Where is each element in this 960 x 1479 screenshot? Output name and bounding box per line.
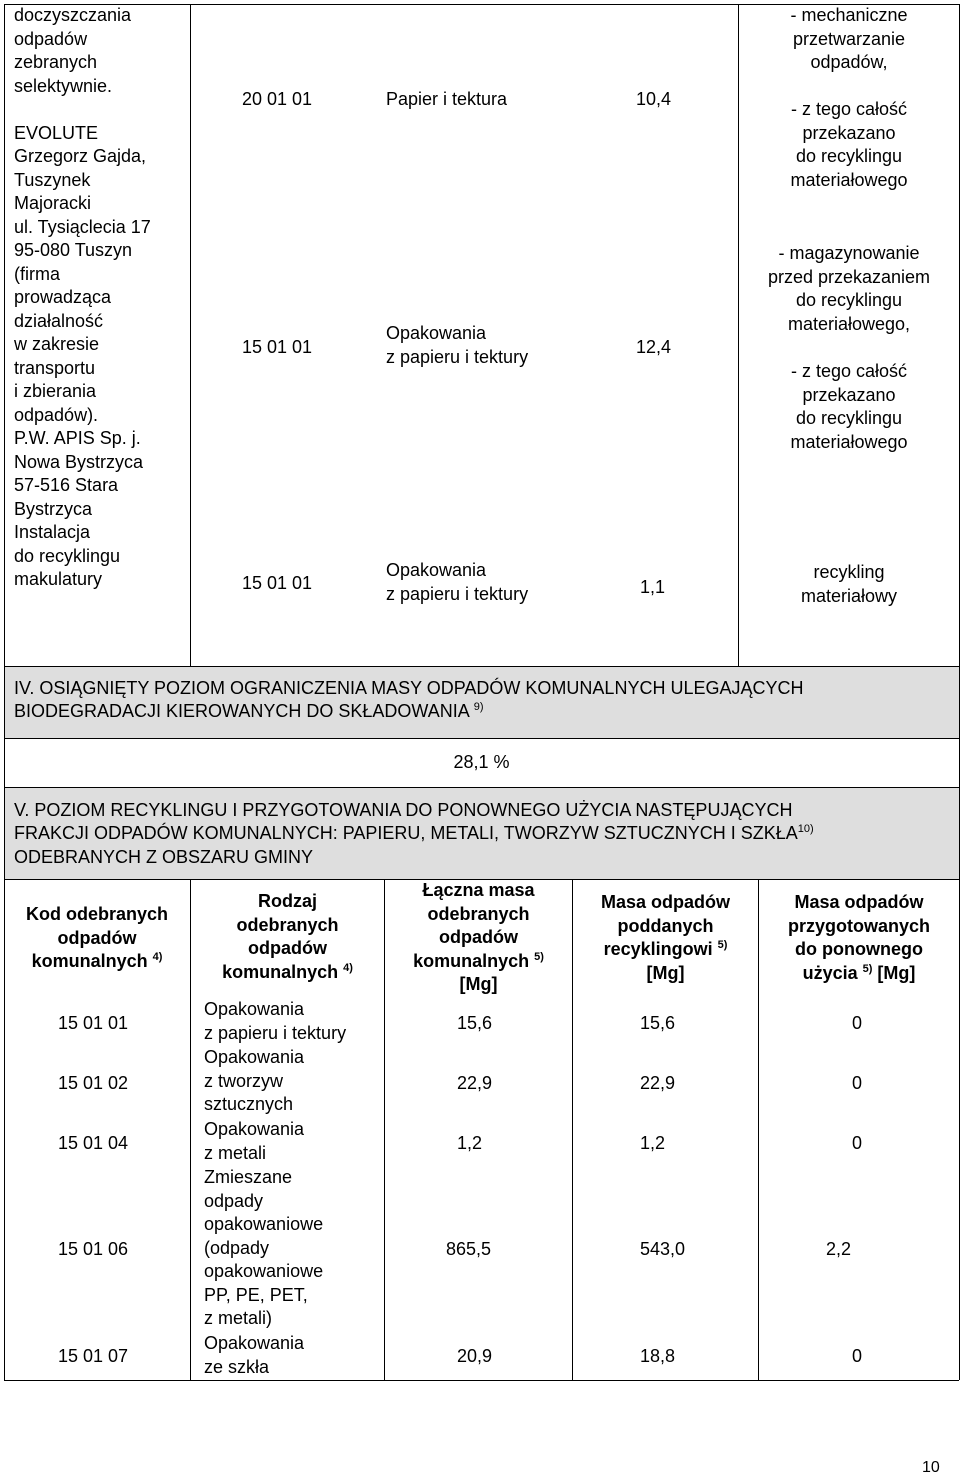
header-reuse-text: Masa odpadów przygotowanych do ponownego użycia [787, 892, 930, 983]
header-reuse-unit: [Mg] [877, 962, 916, 983]
upper-row-2-type: Opakowania z papieru i tektury [386, 323, 529, 367]
row-5-total: 20,9 [457, 1346, 493, 1366]
upper-row-2-mass: 12,4 [636, 337, 672, 357]
row-2-total: 22,9 [457, 1073, 493, 1093]
header-recycled-text: Masa odpadów poddanych recyklingowi [600, 892, 730, 959]
table-border-bottom [4, 1380, 959, 1381]
upper-row-1-mass: 10,4 [636, 89, 672, 109]
row-4-code: 15 01 06 [58, 1239, 129, 1259]
header-type-text: Rodzaj odebranych odpadów komunalnych [222, 891, 339, 982]
row-3-recycled: 1,2 [640, 1133, 666, 1153]
upper-row-1-code: 20 01 01 [242, 89, 313, 109]
row-5-code: 15 01 07 [58, 1346, 129, 1366]
method-3: - magazynowanie przed przekazaniem do recyklingu materiałowego, [767, 243, 931, 334]
section-v-title-line3: ODEBRANYCH Z OBSZARU GMINY [14, 847, 314, 867]
header-recycled-unit: [Mg] [646, 962, 685, 983]
header-type [191, 890, 384, 984]
section-iv-footnote: 9) [473, 701, 484, 713]
header-reuse-mass [759, 891, 959, 985]
row-2-reuse: 0 [852, 1073, 863, 1093]
header-code-footnote: 4) [152, 951, 163, 963]
upper-row-1-type: Papier i tektura [386, 89, 508, 109]
row-3-total: 1,2 [457, 1133, 483, 1153]
header-reuse-footnote: 5) [862, 962, 873, 975]
row-4-recycled: 543,0 [640, 1239, 686, 1259]
upper-divider-1 [190, 4, 191, 666]
upper-left-cell: doczyszczania odpadów zebranych selektywnie. EVOLUTE Grzegorz Gajda, Tuszynek Majoracki ul. Tysiąclecia 17 95-080 Tuszyn (firma prowadząca działalność w zakresie transportu i zbierania odpadów). P.W. APIS Sp. j. Nowa Bystrzyca 57-516 Stara Bystrzyca Instalacja do recyklingu makulatury [14, 5, 151, 589]
upper-row-3-mass: 1,1 [640, 577, 666, 597]
row-1-type: Opakowania z papieru i tektury [204, 999, 347, 1043]
header-total-unit: [Mg] [459, 974, 498, 994]
section-iv-band-bottom [4, 738, 959, 739]
header-recycled-footnote: 5) [717, 939, 728, 951]
row-1-total: 15,6 [457, 1013, 493, 1033]
row-3-code: 15 01 04 [58, 1133, 129, 1153]
section-v-footnote: 10) [797, 823, 814, 835]
upper-row-3-code: 15 01 01 [242, 573, 313, 593]
header-code [4, 903, 190, 974]
row-5-reuse: 0 [852, 1346, 863, 1366]
section-iv-title-line1: IV. OSIĄGNIĘTY POZIOM OGRANICZENIA MASY ODPADÓW KOMUNALNYCH ULEGAJĄCYCH [14, 678, 804, 698]
header-code-text: Kod odebranych odpadów komunalnych [25, 904, 168, 971]
method-2: - z tego całość przekazano do recyklingu materiałowego [790, 99, 908, 190]
row-5-recycled: 18,8 [640, 1346, 676, 1366]
row-1-code: 15 01 01 [58, 1013, 129, 1033]
page-number: 10 [922, 1459, 940, 1476]
header-total-mass [385, 879, 572, 997]
row-4-reuse: 2,2 [826, 1239, 852, 1259]
header-type-footnote: 4) [343, 961, 353, 974]
section-iv-title-text: BIODEGRADACJI KIEROWANYCH DO SKŁADOWANIA [14, 701, 469, 721]
header-total-text: Łączna masa odebranych odpadów komunalnych [413, 880, 535, 971]
section-iv-title-line2 [14, 700, 484, 724]
section-v-title-line1: V. POZIOM RECYKLINGU I PRZYGOTOWANIA DO PONOWNEGO UŻYCIA NASTĘPUJĄCYCH [14, 800, 793, 820]
method-1: - mechaniczne przetwarzanie odpadów, [790, 5, 908, 72]
method-4: - z tego całość przekazano do recyklingu materiałowego [790, 361, 908, 452]
upper-row-3-type: Opakowania z papieru i tektury [386, 560, 529, 604]
row-2-type: Opakowania z tworzyw sztucznych [204, 1047, 305, 1114]
row-4-type: Zmieszane odpady opakowaniowe (odpady opakowaniowe PP, PE, PET, z metali) [204, 1167, 324, 1328]
upper-row-2-code: 15 01 01 [242, 337, 313, 357]
header-recycled-mass [573, 891, 758, 985]
row-1-reuse: 0 [852, 1013, 863, 1033]
row-4-total: 865,5 [446, 1239, 492, 1259]
section-v-title-text: FRAKCJI ODPADÓW KOMUNALNYCH: PAPIERU, METALI, TWORZYW SZTUCZNYCH I SZKŁA [14, 823, 798, 843]
row-1-recycled: 15,6 [640, 1013, 676, 1033]
row-5-type: Opakowania ze szkła [204, 1333, 305, 1377]
section-iv-value: 28,1 % [453, 752, 510, 772]
method-5: recykling materiałowy [800, 562, 898, 606]
row-3-reuse: 0 [852, 1133, 863, 1153]
section-v-title-line2 [14, 822, 814, 846]
row-3-type: Opakowania z metali [204, 1119, 305, 1163]
row-2-recycled: 22,9 [640, 1073, 676, 1093]
header-total-footnote: 5) [534, 950, 544, 963]
row-2-code: 15 01 02 [58, 1073, 129, 1093]
